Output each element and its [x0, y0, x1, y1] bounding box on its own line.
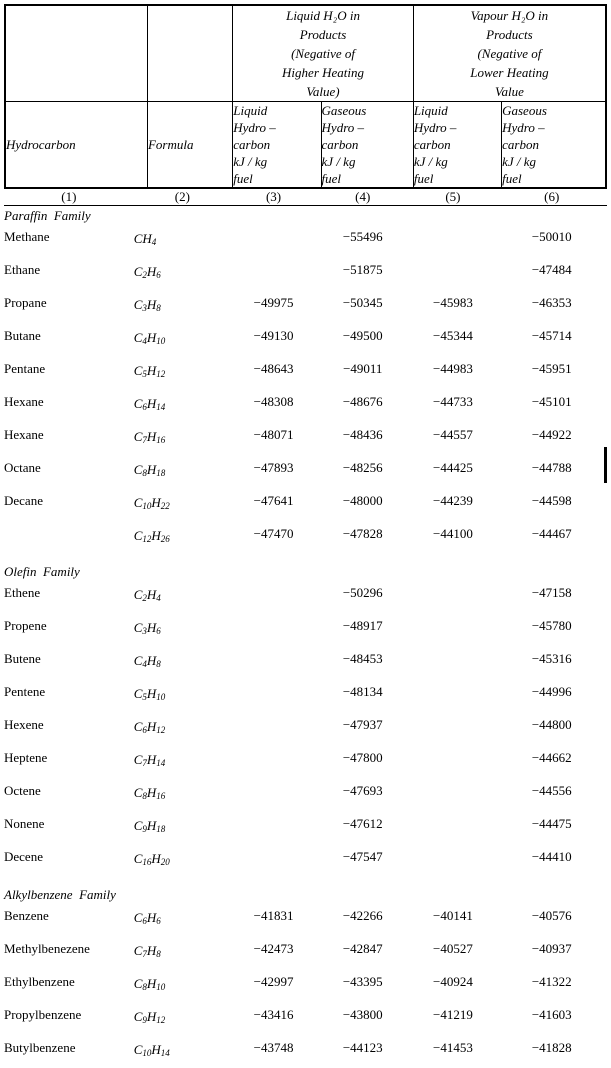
value-col-4: −55496	[342, 229, 383, 244]
ch3-line2: Hydro –	[233, 120, 276, 135]
value-col-4: −48676	[342, 394, 383, 409]
family-title: Alkylbenzene Family	[4, 887, 116, 902]
value-col-6: −41828	[531, 1040, 572, 1055]
table-row	[4, 224, 607, 257]
value-col-5: −44239	[433, 493, 473, 508]
ch6-line1: Gaseous	[502, 103, 547, 118]
hydrocarbon-name: Butane	[4, 328, 41, 343]
table-row	[4, 936, 607, 969]
hydrocarbon-name: Decene	[4, 849, 43, 864]
value-col-3	[231, 844, 316, 877]
page-edge-mark	[604, 447, 607, 483]
header-liquid-line-3: (Negative of	[291, 46, 355, 61]
hydrocarbon-name: Propane	[4, 295, 47, 310]
value-col-4: −47612	[342, 816, 383, 831]
family-title-row	[4, 887, 607, 903]
hydrocarbon-name: Butylbenzene	[4, 1040, 76, 1055]
value-col-5	[409, 844, 496, 877]
value-col-5	[409, 580, 496, 613]
value-col-4: −51875	[342, 262, 383, 277]
value-col-5: −41219	[433, 1007, 473, 1022]
column-header-gaseous-hc-2	[502, 102, 606, 189]
value-col-4: −50296	[342, 585, 383, 600]
value-col-3: −49130	[253, 328, 294, 343]
column-header-gaseous-hc-1	[321, 102, 413, 189]
hydrocarbon-formula: $C_8H_{16}$	[133, 785, 166, 801]
hydrocarbon-formula: $C_5H_{12}$	[133, 363, 166, 379]
column-header-hydrocarbon	[5, 102, 147, 189]
value-col-4: −49500	[342, 328, 383, 343]
hydrocarbon-formula: $C_2H_4$	[133, 587, 161, 603]
value-col-3: −48071	[253, 427, 294, 442]
value-col-3	[231, 811, 316, 844]
value-col-4: −42266	[342, 908, 383, 923]
header-vapour-line-5: Value	[494, 84, 524, 99]
value-col-5: −40141	[433, 908, 473, 923]
ch3-line4: kJ / kg	[233, 154, 268, 169]
table-row	[4, 712, 607, 745]
value-col-3	[231, 712, 316, 745]
table-row	[4, 389, 607, 422]
header-liquid-line-5: Value)	[306, 84, 340, 99]
ch4-line1: Gaseous	[321, 103, 367, 118]
column-number-1: (1)	[61, 189, 77, 204]
hydrocarbon-formula: $C_4H_{10}$	[133, 330, 166, 346]
value-col-3	[231, 679, 316, 712]
ch6-line3: carbon	[502, 137, 539, 152]
hydrocarbon-formula: $C_7H_{14}$	[133, 752, 166, 768]
value-col-4: −50345	[342, 295, 383, 310]
value-col-3	[231, 778, 316, 811]
hydrocarbon-name: Nonene	[4, 816, 45, 831]
ch3-line3: carbon	[233, 137, 271, 152]
hydrocarbon-name: Methane	[4, 229, 50, 244]
value-col-5	[409, 712, 496, 745]
table-row	[4, 488, 607, 521]
value-col-3: −48308	[253, 394, 294, 409]
value-col-4: −49011	[343, 361, 383, 376]
column-header-formula-label: Formula	[147, 137, 194, 152]
value-col-6: −44598	[531, 493, 572, 508]
value-col-3: −43416	[253, 1007, 294, 1022]
header-vapour-h2o	[413, 5, 606, 102]
hydrocarbon-formula: $C_6H_6$	[133, 910, 161, 926]
family-title: Paraffin Family	[4, 208, 91, 223]
hydrocarbon-name: Hexane	[4, 394, 44, 409]
column-header-formula	[147, 102, 232, 189]
value-col-5	[409, 778, 496, 811]
value-col-6: −45714	[531, 328, 572, 343]
value-col-6: −40576	[531, 908, 572, 923]
value-col-3: −47641	[253, 493, 294, 508]
ch6-line2: Hydro –	[502, 120, 545, 135]
table-row	[4, 323, 607, 356]
table-row	[4, 844, 607, 877]
column-header-liquid-hc-2	[413, 102, 501, 189]
value-col-5: −40527	[433, 941, 473, 956]
value-col-5	[409, 811, 496, 844]
value-col-3: −47470	[253, 526, 294, 541]
header-liquid-line-2: Products	[299, 27, 347, 42]
value-col-3: −43748	[253, 1040, 294, 1055]
table-row	[4, 580, 607, 613]
column-number-3: (3)	[265, 189, 282, 204]
value-col-4: −47800	[342, 750, 383, 765]
hydrocarbon-formula: $C_4H_8$	[133, 653, 161, 669]
header-column-row	[5, 102, 606, 189]
hydrocarbon-formula: $C_3H_8$	[133, 297, 161, 313]
column-header-hydrocarbon-label: Hydrocarbon	[6, 137, 76, 152]
table-row	[4, 257, 607, 290]
value-col-5	[409, 257, 496, 290]
table-row	[4, 455, 607, 488]
column-number-2: (2)	[174, 189, 190, 204]
header-liquid-line-4: Higher Heating	[282, 65, 365, 80]
value-col-3	[231, 580, 316, 613]
column-number-5: (5)	[445, 189, 461, 204]
value-col-4: −43800	[342, 1007, 383, 1022]
column-number-4: (4)	[355, 189, 371, 204]
table-body	[4, 189, 607, 1068]
table-row	[4, 778, 607, 811]
value-col-6: −46353	[531, 295, 572, 310]
hydrocarbon-formula: $C_3H_6$	[133, 620, 161, 636]
group-gap	[4, 877, 607, 887]
hydrocarbon-formula: $C_{10}H_{22}$	[133, 495, 170, 511]
hydrocarbon-name: Methylbenezene	[4, 941, 90, 956]
hydrocarbon-name: Ethene	[4, 585, 41, 600]
value-col-4: −48917	[342, 618, 383, 633]
value-col-6: −44662	[531, 750, 572, 765]
ch6-line5: fuel	[502, 171, 522, 186]
value-col-3: −48643	[253, 361, 294, 376]
value-col-4: −48134	[342, 684, 383, 699]
group-gap	[4, 554, 607, 564]
family-title-row	[4, 208, 607, 224]
value-col-3	[231, 257, 316, 290]
table-row	[4, 422, 607, 455]
ch3-line5: fuel	[233, 171, 253, 186]
hydrocarbon-formula: $C_7H_8$	[133, 943, 161, 959]
value-col-4: −47547	[342, 849, 383, 864]
ch4-line2: Hydro –	[321, 120, 365, 135]
table-row	[4, 969, 607, 1002]
hydrocarbon-formula: $C_8H_{18}$	[133, 462, 166, 478]
header-blank-2	[147, 5, 232, 102]
hydrocarbon-formula: $C_9H_{12}$	[133, 1009, 166, 1025]
hydrocarbon-name: Benzene	[4, 908, 49, 923]
value-col-6: −47158	[531, 585, 572, 600]
value-col-5: −44425	[433, 460, 473, 475]
value-col-6: −44467	[531, 526, 572, 541]
value-col-5	[409, 224, 496, 257]
value-col-4: −48436	[342, 427, 383, 442]
table-row	[4, 1035, 607, 1068]
header-top-row	[5, 5, 606, 102]
header-vapour-line-2: Products	[486, 27, 533, 42]
ch4-line4: kJ / kg	[321, 154, 356, 169]
value-col-5: −44733	[433, 394, 473, 409]
table-row	[4, 679, 607, 712]
hydrocarbon-name: Octene	[4, 783, 41, 798]
ch5-line2: Hydro –	[413, 120, 457, 135]
header-vapour-line-1: Vapour H₂O in	[470, 8, 549, 23]
value-col-6: −44800	[531, 717, 572, 732]
table-row	[4, 745, 607, 778]
value-col-5	[409, 679, 496, 712]
header-liquid-line-1: Liquid H₂O in	[286, 8, 360, 23]
hydrocarbon-name: Heptene	[4, 750, 48, 765]
value-col-4: −47937	[342, 717, 383, 732]
ch3-line1: Liquid	[233, 103, 268, 118]
value-col-6: −47484	[531, 262, 572, 277]
table-row	[4, 356, 607, 389]
hydrocarbon-name: Propene	[4, 618, 47, 633]
value-col-6: −40937	[531, 941, 572, 956]
table-row	[4, 613, 607, 646]
table-row	[4, 811, 607, 844]
header-vapour-line-3: (Negative of	[477, 46, 542, 61]
hydrocarbon-formula: $C_{16}H_{20}$	[133, 851, 170, 867]
value-col-6: −45951	[531, 361, 572, 376]
ch4-line5: fuel	[321, 171, 342, 186]
table-row	[4, 1002, 607, 1035]
value-col-4: −44123	[342, 1040, 383, 1055]
value-col-5: −45983	[433, 295, 473, 310]
family-title: Olefin Family	[4, 564, 80, 579]
hydrocarbon-name	[4, 521, 134, 554]
value-col-4: −48000	[342, 493, 383, 508]
hydrocarbon-name: Butene	[4, 651, 41, 666]
value-col-3: −47893	[253, 460, 294, 475]
ch4-line3: carbon	[321, 137, 359, 152]
hydrocarbon-name: Hexane	[4, 427, 44, 442]
table-row	[4, 521, 607, 554]
value-col-3	[231, 224, 316, 257]
hydrocarbon-formula: $C_6H_{12}$	[133, 719, 166, 735]
header-vapour-line-4: Lower Heating	[470, 65, 549, 80]
hydrocarbon-formula: $C_6H_{14}$	[133, 396, 166, 412]
table-row	[4, 903, 607, 936]
value-col-5	[409, 646, 496, 679]
header-blank-1	[5, 5, 147, 102]
hydrocarbon-name: Ethylbenzene	[4, 974, 75, 989]
value-col-4: −48256	[342, 460, 383, 475]
ch5-line3: carbon	[413, 137, 451, 152]
value-col-5: −44100	[433, 526, 473, 541]
hydrocarbon-formula: $CH_4$	[133, 231, 157, 247]
value-col-5	[409, 613, 496, 646]
value-col-4: −47828	[342, 526, 383, 541]
hydrocarbon-formula: $C_2H_6$	[133, 264, 161, 280]
hydrocarbon-formula: $C_9H_{18}$	[133, 818, 166, 834]
ch5-line4: kJ / kg	[413, 154, 448, 169]
hydrocarbon-formula: $C_8H_{10}$	[133, 976, 166, 992]
value-col-5	[409, 745, 496, 778]
value-col-4: −48453	[342, 651, 383, 666]
value-col-6: −44996	[531, 684, 572, 699]
value-col-3	[231, 745, 316, 778]
value-col-6: −45101	[531, 394, 572, 409]
value-col-4: −43395	[342, 974, 383, 989]
value-col-4: −47693	[342, 783, 383, 798]
table-header	[4, 4, 607, 189]
value-col-5: −40924	[433, 974, 473, 989]
rows-container	[4, 208, 607, 1068]
hydrocarbon-formula: $C_7H_{16}$	[133, 429, 166, 445]
hydrocarbon-name: Octane	[4, 460, 41, 475]
value-col-5: −44557	[433, 427, 473, 442]
hydrocarbon-formula: $C_{10}H_{14}$	[133, 1042, 170, 1058]
column-number-row	[4, 189, 607, 206]
hydrocarbon-name: Decane	[4, 493, 43, 508]
value-col-5: −45344	[433, 328, 473, 343]
value-col-6: −41603	[531, 1007, 572, 1022]
family-title-row	[4, 564, 607, 580]
ch5-line1: Liquid	[413, 103, 448, 118]
value-col-6: −41322	[531, 974, 572, 989]
value-col-6: −44788	[531, 460, 572, 475]
value-col-6: −44475	[531, 816, 572, 831]
hydrocarbon-formula: $C_{12}H_{26}$	[133, 528, 170, 544]
hydrocarbon-name: Hexene	[4, 717, 44, 732]
ch5-line5: fuel	[413, 171, 434, 186]
value-col-5: −44983	[433, 361, 473, 376]
ch6-line4: kJ / kg	[502, 154, 537, 169]
value-col-3: −49975	[253, 295, 294, 310]
value-col-5: −41453	[433, 1040, 473, 1055]
data-table	[4, 189, 607, 1068]
value-col-4: −42847	[342, 941, 383, 956]
column-number-6: (6)	[544, 189, 560, 204]
value-col-6: −44556	[531, 783, 572, 798]
value-col-3: −41831	[253, 908, 294, 923]
value-col-6: −45780	[531, 618, 572, 633]
value-col-3	[231, 613, 316, 646]
value-col-3: −42473	[253, 941, 294, 956]
value-col-6: −44922	[531, 427, 572, 442]
table-row	[4, 646, 607, 679]
header-liquid-h2o	[233, 5, 414, 102]
hydrocarbon-name: Pentane	[4, 361, 46, 376]
value-col-6: −50010	[531, 229, 572, 244]
value-col-6: −44410	[531, 849, 572, 864]
value-col-3	[231, 646, 316, 679]
value-col-3: −42997	[253, 974, 294, 989]
hydrocarbon-name: Propylbenzene	[4, 1007, 82, 1022]
column-header-liquid-hc-1	[233, 102, 321, 189]
table-page	[0, 4, 611, 1058]
hydrocarbon-formula: $C_5H_{10}$	[133, 686, 166, 702]
hydrocarbon-name: Ethane	[4, 262, 41, 277]
hydrocarbon-name: Pentene	[4, 684, 46, 699]
value-col-6: −45316	[531, 651, 572, 666]
table-row	[4, 290, 607, 323]
